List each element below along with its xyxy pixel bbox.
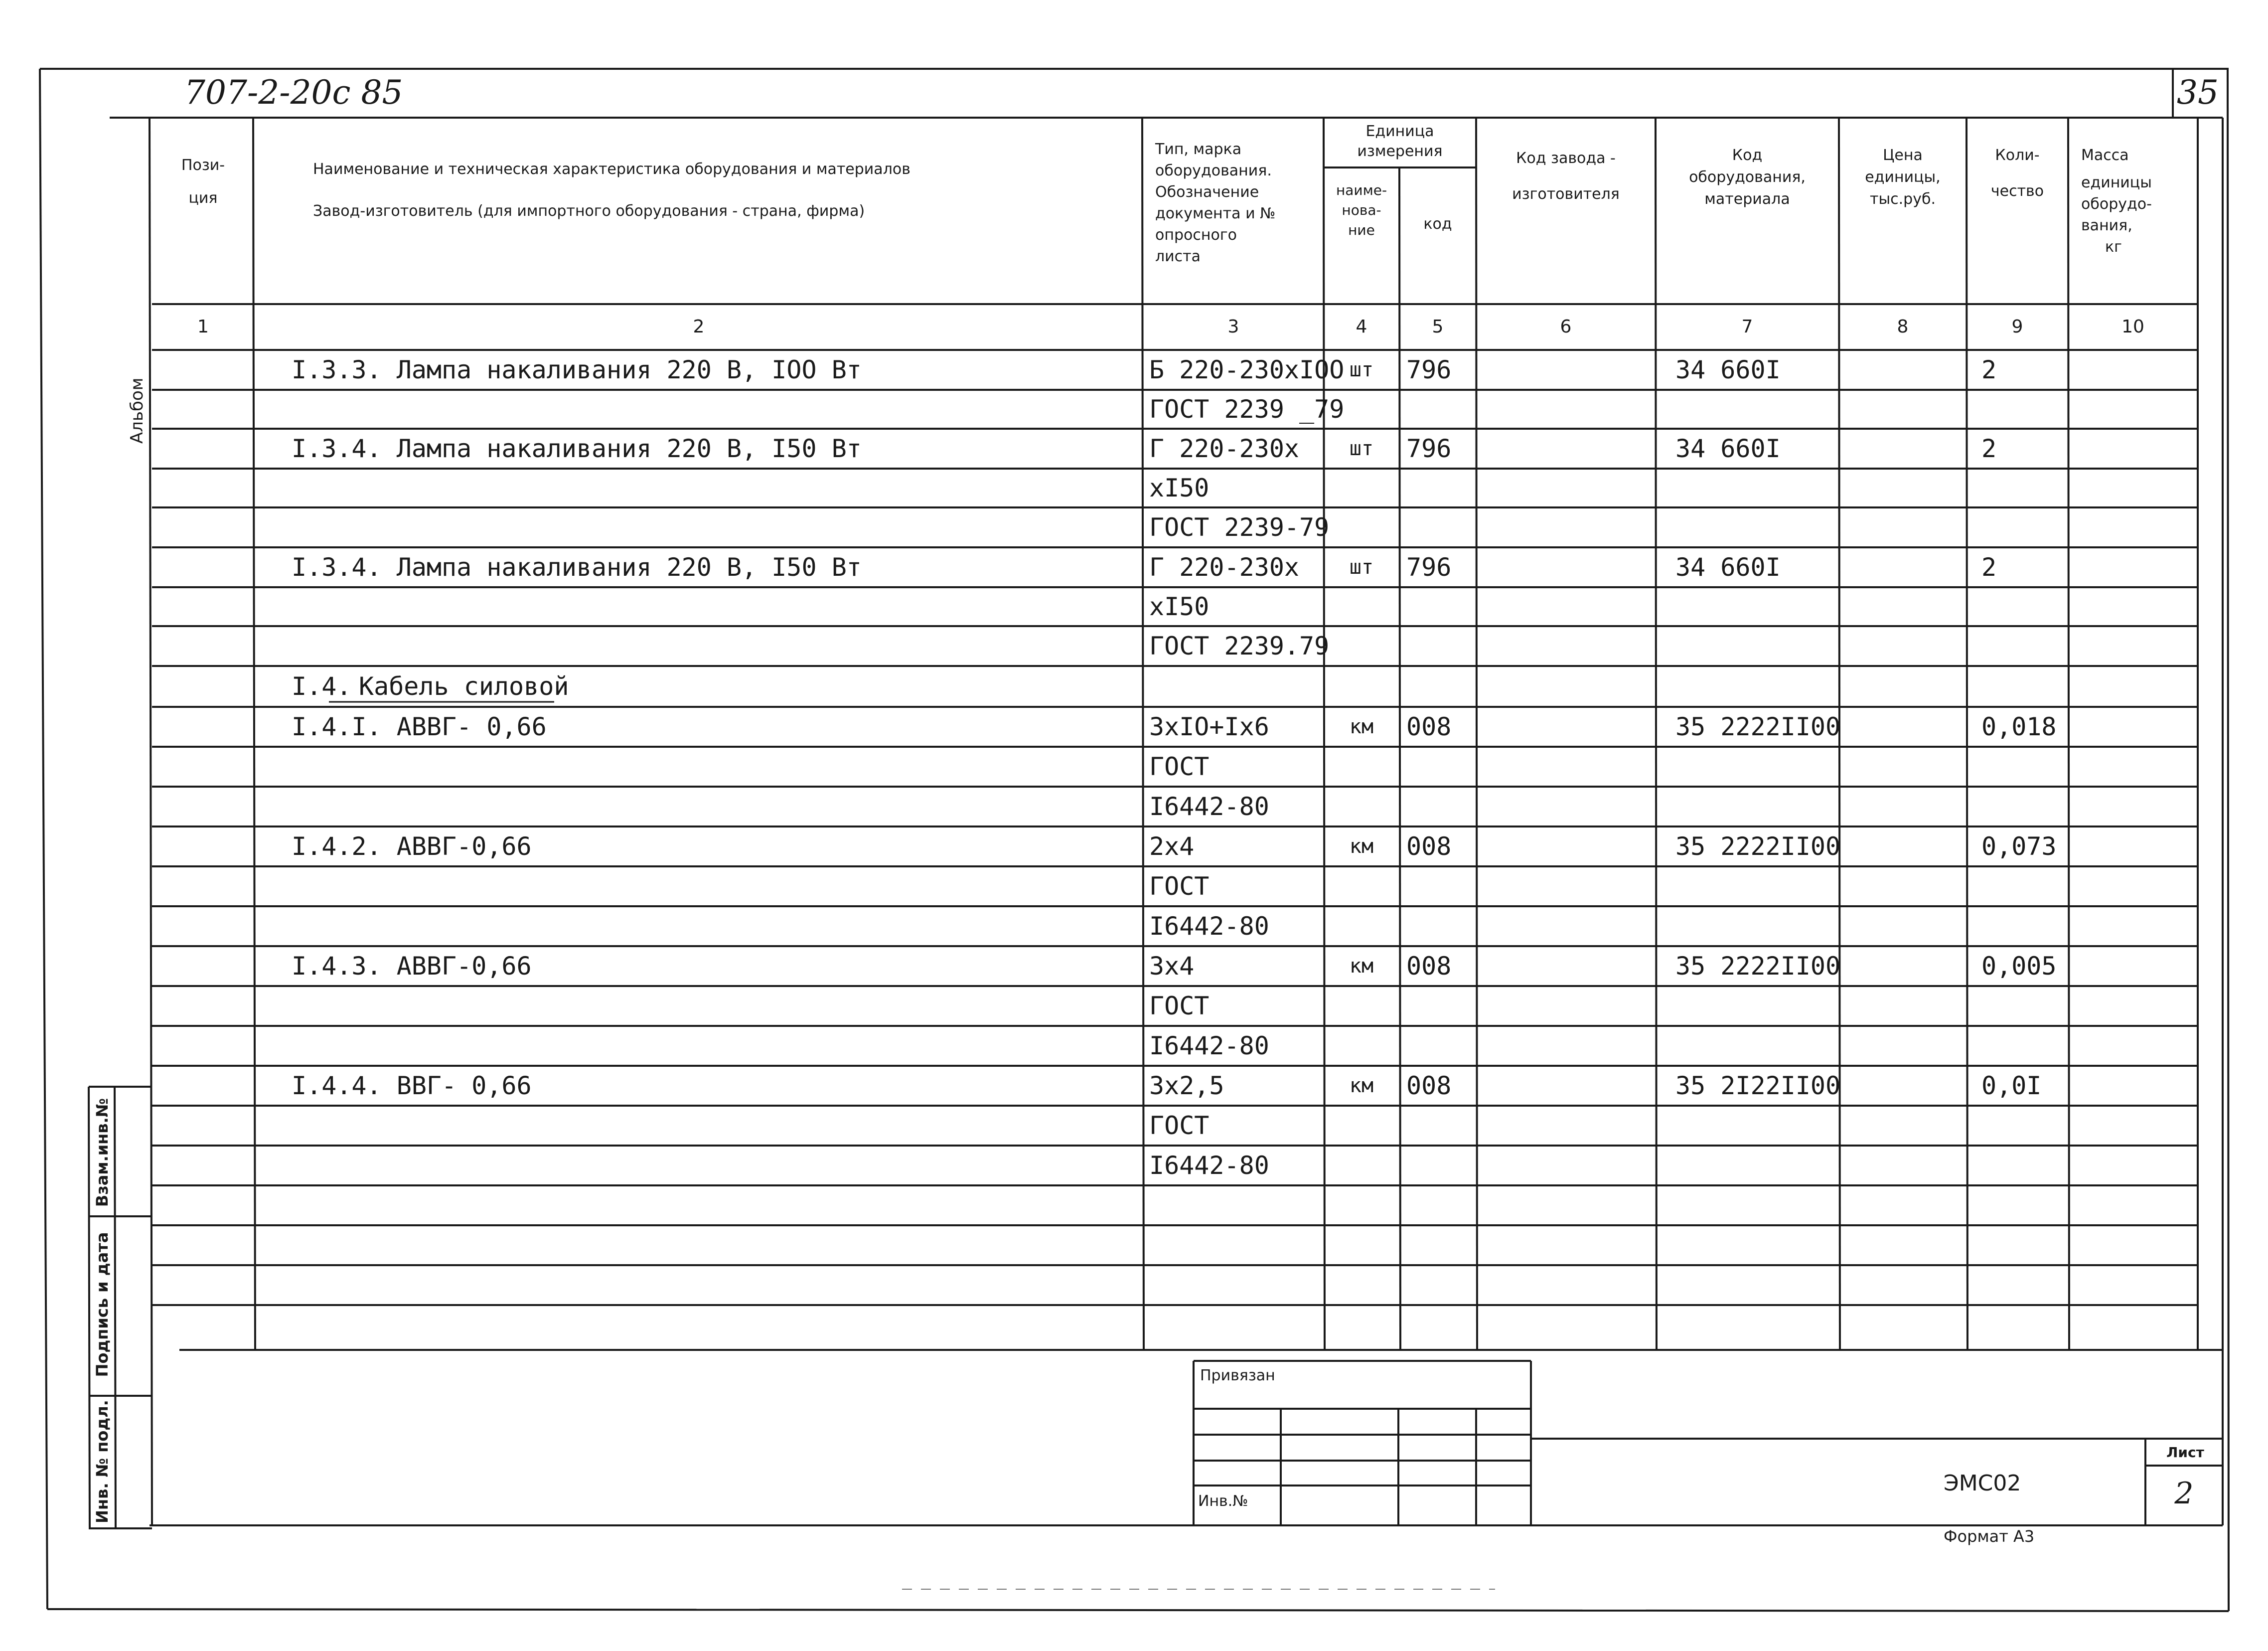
header-price: Цена единицы, тыс.руб. (1865, 147, 1941, 208)
cell-unit: шт (1349, 358, 1374, 381)
cell-qty: 0,0I (1981, 1071, 2042, 1100)
colnum-5: 5 (1432, 317, 1444, 337)
cell-type: 3х4 (1149, 952, 1195, 981)
cell-unit: шт (1349, 556, 1374, 579)
cell-equip: 34 660I (1675, 355, 1781, 384)
header-type: Тип, марка оборудования. Обозначение документа и № опросного листа (1155, 141, 1276, 265)
cell-code: 796 (1406, 434, 1452, 463)
header-unit-code: код (1423, 215, 1452, 233)
cell-type: I6442-80 (1149, 1031, 1269, 1060)
stamp-replacement-inventory: Взам.инв.№ (93, 1098, 112, 1207)
cell-name: I.4.I. АВВГ- 0,66 (292, 712, 547, 741)
cell-qty: 0,018 (1981, 712, 2057, 741)
colnum-2: 2 (693, 317, 705, 337)
cell-type: Г 220-230х (1149, 553, 1300, 582)
cell-type: ГОСТ 2239.79 (1149, 632, 1330, 660)
header-name: Наименование и техническая характеристика оборудования и материалов Завод-изготовитель (для импортного оборудования - страна, фирма) (313, 161, 910, 220)
cell-type: 2х4 (1149, 832, 1195, 861)
cell-qty: 2 (1981, 434, 1997, 463)
cell-code: 796 (1406, 553, 1452, 582)
colnum-7: 7 (1741, 317, 1753, 337)
header-quantity: Коли- чество (1990, 147, 2044, 200)
header-unit-name: наиме- нова- ние (1336, 182, 1387, 238)
paper-format: Формат А3 (1944, 1527, 2035, 1546)
cell-type: I6442-80 (1149, 792, 1269, 821)
header-position: Пози- ция (181, 157, 225, 207)
cell-type: I6442-80 (1149, 912, 1269, 941)
cell-name: I.3.4. Лампа накаливания 220 В, I50 Вт (292, 553, 862, 582)
cell-unit: км (1349, 1074, 1374, 1097)
cell-equip: 34 660I (1675, 553, 1781, 582)
cell-name: I.4.4. ВВГ- 0,66 (292, 1071, 532, 1100)
cell-type: ГОСТ (1149, 872, 1210, 901)
colnum-3: 3 (1227, 317, 1239, 337)
cell-type: ГОСТ 2239 _79 (1149, 395, 1345, 424)
cell-type: 3хIO+Iх6 (1149, 712, 1269, 741)
header-mass: Масса единицы оборудо- вания, кг (2081, 147, 2152, 256)
cell-unit: км (1349, 715, 1374, 738)
header-unit-group: Единица измерения (1357, 123, 1443, 160)
cell-qty: 0,005 (1981, 952, 2057, 981)
document-code: ЭМС02 (1944, 1471, 2021, 1496)
album-label: Альбом (127, 377, 147, 444)
cell-type: I6442-80 (1149, 1151, 1269, 1180)
cell-name: I.4.2. АВВГ-0,66 (292, 832, 532, 861)
cell-unit: шт (1349, 437, 1374, 460)
cell-type: ГОСТ 2239-79 (1149, 513, 1330, 542)
sheet-label: Лист (2166, 1444, 2204, 1461)
cell-qty: 2 (1981, 355, 1997, 384)
cell-name: I.3.3. Лампа накаливания 220 В, IOO Вт (292, 355, 862, 384)
colnum-4: 4 (1356, 317, 1367, 337)
cell-qty: 0,073 (1981, 832, 2057, 861)
cell-equip: 35 2I22II00 (1675, 1071, 1841, 1100)
cell-type: ГОСТ (1149, 1111, 1210, 1140)
cell-type: хI50 (1149, 592, 1210, 621)
cell-qty: 2 (1981, 553, 1997, 582)
cell-equip: 35 2222II00 (1675, 832, 1841, 861)
colnum-10: 10 (2121, 317, 2144, 337)
privyazan-label: Привязан (1200, 1367, 1275, 1384)
stamp-signature-date: Подпись и дата (93, 1232, 112, 1377)
sheet-number: 2 (2174, 1476, 2194, 1511)
cell-equip: 35 2222II00 (1675, 712, 1841, 741)
cell-equip: 35 2222II00 (1675, 952, 1841, 981)
doc-code: 707-2-20с 85 (184, 73, 403, 112)
colnum-1: 1 (197, 317, 209, 337)
cell-name: I.4.3. АВВГ-0,66 (292, 952, 532, 981)
cell-name-prefix: I.4. (292, 672, 352, 701)
cell-type: Б 220-230хIOO (1149, 355, 1345, 384)
header-equipment-code: Код оборудования, материала (1689, 147, 1806, 208)
cell-code: 796 (1406, 355, 1452, 384)
cell-type: хI50 (1149, 474, 1210, 502)
cell-name-section: Кабель силовой (359, 672, 569, 701)
cell-unit: км (1349, 835, 1374, 858)
page-number: 35 (2177, 73, 2219, 112)
cell-code: 008 (1406, 832, 1452, 861)
cell-code: 008 (1406, 712, 1452, 741)
cell-code: 008 (1406, 952, 1452, 981)
colnum-6: 6 (1560, 317, 1572, 337)
cell-type: ГОСТ (1149, 991, 1210, 1020)
colnum-8: 8 (1897, 317, 1909, 337)
inventory-number-label: Инв.№ (1198, 1492, 1248, 1510)
cell-type: ГОСТ (1149, 752, 1210, 781)
cell-name: I.3.4. Лампа накаливания 220 В, I50 Вт (292, 434, 862, 463)
colnum-9: 9 (2011, 317, 2023, 337)
cell-type: Г 220-230х (1149, 434, 1300, 463)
stamp-original-inventory: Инв. № подл. (93, 1400, 112, 1523)
header-factory-code: Код завода - изготовителя (1512, 150, 1620, 203)
cell-unit: км (1349, 955, 1374, 978)
cell-equip: 34 660I (1675, 434, 1781, 463)
cell-type: 3х2,5 (1149, 1071, 1224, 1100)
cell-code: 008 (1406, 1071, 1452, 1100)
